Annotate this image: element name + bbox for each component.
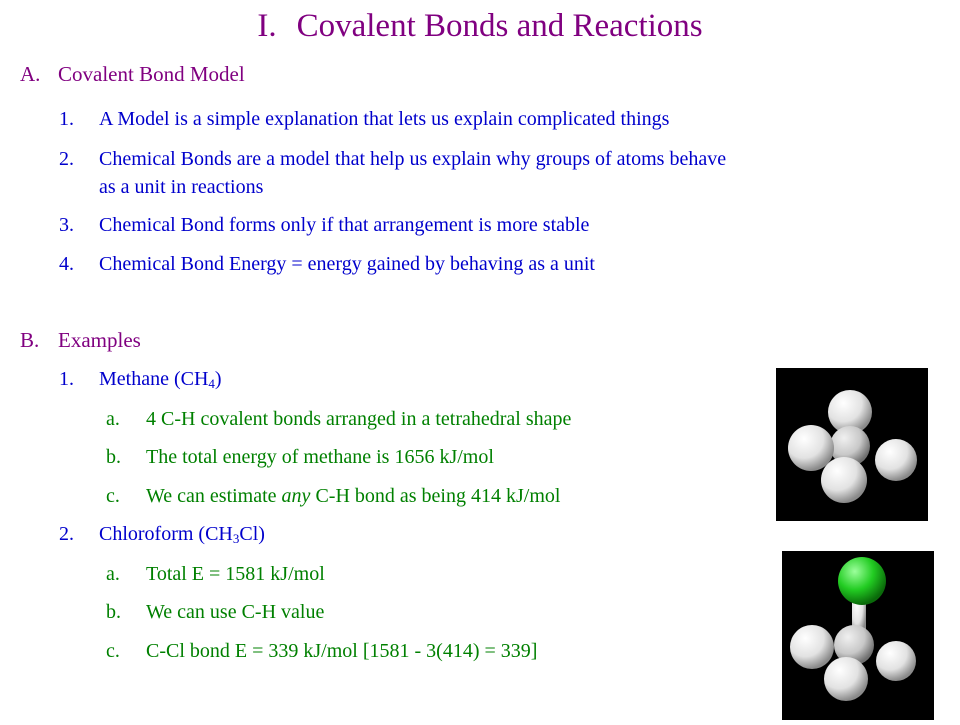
- item-mark: c.: [106, 640, 120, 662]
- item-mark: c.: [106, 485, 120, 507]
- item-text: as a unit in reactions: [99, 176, 264, 198]
- chloroform-formula: Chloroform $(CH_3Cl)$: [99, 523, 265, 546]
- item-text: 4 C-H covalent bonds arranged in a tetrahedral shape: [146, 408, 572, 430]
- methane-ball-model-icon: [776, 368, 928, 521]
- title-number: I.: [257, 8, 277, 44]
- item-number: 4.: [59, 253, 74, 275]
- item-text: We can use C-H value: [146, 601, 325, 623]
- item-number: 2.: [59, 523, 74, 545]
- slide-title: [0, 8, 960, 45]
- methane-formula: Methane $(CH_4)$: [99, 368, 222, 391]
- item-mark: a.: [106, 408, 120, 430]
- item-number: 2.: [59, 148, 74, 170]
- item-number: 1.: [59, 368, 74, 390]
- item-text: The total energy of methane is 1656 kJ/mol: [146, 446, 494, 468]
- title-text: Covalent Bonds and Reactions: [296, 8, 703, 44]
- item-text: Chemical Bonds are a model that help us explain why groups of atoms behave: [99, 148, 727, 170]
- methane-model-image: [776, 368, 928, 521]
- chloroform-ball-model-icon: [782, 551, 934, 720]
- item-text: Total E = 1581 kJ/mol: [146, 563, 325, 585]
- item-mark: b.: [106, 446, 121, 468]
- section-a-title: Covalent Bond Model: [58, 62, 245, 86]
- item-number: 1.: [59, 108, 74, 130]
- section-a-letter: A.: [20, 62, 41, 86]
- section-b-title: Examples: [58, 328, 141, 352]
- section-b-letter: B.: [20, 328, 40, 352]
- chloroform-model-image: [782, 551, 934, 720]
- item-text: A Model is a simple explanation that lets us explain complicated things: [99, 108, 670, 130]
- item-text: C-Cl bond E = 339 kJ/mol [1581 - 3(414) = 339]: [146, 640, 538, 662]
- item-number: 3.: [59, 214, 74, 236]
- item-text: We can estimate any C-H bond as being 414 kJ/mol: [146, 485, 561, 507]
- item-text: Chemical Bond forms only if that arrangement is more stable: [99, 214, 590, 236]
- item-text: Chemical Bond Energy = energy gained by behaving as a unit: [99, 253, 595, 275]
- item-mark: b.: [106, 601, 121, 623]
- item-mark: a.: [106, 563, 120, 585]
